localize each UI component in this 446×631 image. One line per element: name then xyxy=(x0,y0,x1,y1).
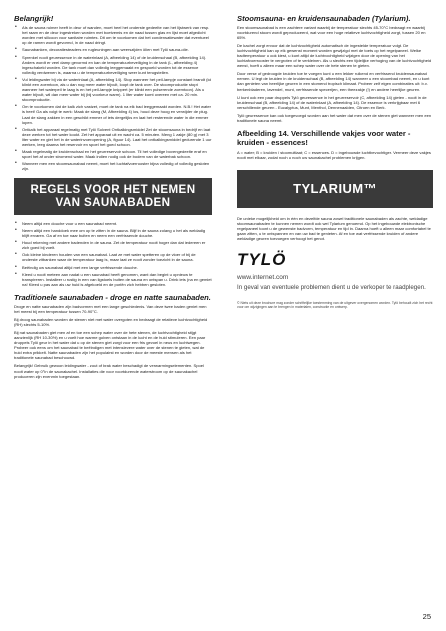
list-item: • Sprenkel nooit geuressence in de waterinlaat (A, afbeelding 14) of de kruidenschaal (B, afbeelding 14). Anders wordt er veel damp gevormd en kan de temperatuurbeveiliging in de tank (L, afbeelding 4) ingeschakeld worden. De tank moet dan volledig leeggemaakt en gespoeld worden tot de essence volledig verdwenen is, waarna u de temperatuurbeveiliging weer kunt terugstellen. xyxy=(22,55,212,75)
rules-banner: REGELS VOOR HET NEMEN VAN SAUNABADEN xyxy=(14,178,212,215)
paragraph: U kunt ook een paar druppels Tylö geuressence in het geurreservoir (C, afbeelding 14) gieten - nooit in de kruidenschaal (B, afbeelding 14) of de waterinlaat (A, afbeelding 14). De essence is verkrijgbaar met 6 verschillende geuren - Eucalyptus, Munt, Menthol, Dennenaalden, Citroen en Berk. xyxy=(237,94,427,110)
list-item: • Om te voorkomen dat de kalk zich vastzet, moet de tank na elk bad leeggemaakt worden. N.B.! Het water is heet! Ga als volgt te werk: Maak de slang (M, Afbeelding 4) los, houd deze hoog en verwijder de plug. Laat de slang zakken in een geschikt emmer of iets dergelijks en laat het resterende water in die emmer lopen. xyxy=(22,104,212,124)
list-item: • Wanneer men een stoomsaunabad neemt, moet het luchtafvoerrooster bijna volledig of volledig gesloten zijn. xyxy=(22,161,212,171)
list-item: • Neem altijd een handdoek mee om op te zitten in de sauna. Blijf in de sauna zolang u het als weldadig blijft ervaren. Ga af en toe naar buiten en neem een verfrissende douche. xyxy=(22,228,212,238)
paragraph: Tylö geuressence kan ook toegevoegd worden aan het water dat men over de stenen giet wanneer men een traditionele sauna neemt. xyxy=(237,112,432,123)
list-item: • Kleed u nooit meteen aan nadat u een saunabad heeft genomen, want dan begint u opnieuw te transpireren. Installeer u rustig in een van ligstoels buiten de sauna en ontspan u. Drink iets (na en gemiet na! Kleed u pas aan als uw huid is afgekoeld en de poriën zich hebben gesloten. xyxy=(22,272,212,287)
list-item: • Beëindig uw saunabad altijd met een lange verfrissende douche. xyxy=(22,265,212,270)
paragraph: De kachel zorgt ervoor dat de luchtvochtigheid automatisch de ingestelde temperatuur volgt. De luchtvochtigheid kan op elk gewenst moment worden gewijzigd met de toets op het regelpaneel. Welke badtemperatuur u ook kiest, u kunt altijd de luchtvochtigheid wijzigen door de opening van het luchtafvoerrooster te vergroten of te verkleinen. Als u slechts een tijdelijke verhoging van de luchtvochtigheid wenst, hoeft u alleen maar een schep water over de hete stenen te gieten. xyxy=(237,43,432,69)
traditional-sauna-heading: Traditionele saunabaden - droge en natte saunabaden. xyxy=(14,292,211,302)
figure-heading: Afbeelding 14. Verschillende vakjes voor water - kruiden - essences! xyxy=(237,128,411,147)
copyright-notice: © Niets uit deze brochure mag zonder schriftelijke toestemming van de uitgever overgenomen worden. Tylö behoudt zich het recht voor om wijzigingen aan te brengen in materialen, constructie en ontwerp. xyxy=(237,301,433,310)
paragraph: Bij nat saunabaden giet men af en toe een schep water over de hete stenen, de luchtvochtigheid stijgt aanzienlijk (RH 10-30%) en u voelt hoe warme golven ontstaan in de lucht en de huid stimuleren. Een paar druppels Tylö geur in het water dat u op de stenen giet zorgt voor een fris gevoel in neus en luchtwegen. Probeer ook eens om het saunabad te beëindigen met intensievere water over de stenen te gieten, wat de huid extra prikkelt. Natte saunabaden zijn het populairst en worden door de meeste mensen als het traditionele saunabad beschouwd. xyxy=(14,330,206,361)
paragraph: Door verse of gedroogde kruiden toe te voegen kunt u een lekker ruikend en verfrissend kruidensaunabad nemen. U legt de kruiden in de kruidenschaal (B, afbeelding 14) wanneer u een stoombad neemt, en u kunt dan genieten van heerlijke geuren in een stomend tropisch klimaat. Probeer zelf eigen combinaties uit: b.v. berkenbladeren, lavendel, munt, verfrissende specerijen, een theezakje (!) en andere heerlijke geuren. xyxy=(237,71,430,92)
list-item: • Als de sauna ruimer heeft in deur of wanden, moet heel het onderste gedeelte van het lijstwerk van resp. het raam en de deur ingestreken worden met boetvemis en de naad tussen glas en lijst moet afgedicht worden met silicoon voor sanitaire ruimtes. Dit om te voorkomen dat het condensatiewater dat eventueel op de ramen wordt gevormd, in de naad dringt. xyxy=(22,25,212,45)
dealer-notice: In geval van eventuele problemen dient u de verkoper te raadplegen. xyxy=(237,283,426,291)
important-heading: Belangrijk! xyxy=(14,14,54,23)
tylarium-description: De unieke mogelijkheid om in één en dezelfde sauna zowel traditionele saunabaden als zachte, weldadige stoomsaunabaden te kunnen nemen wordt ook wel Tylarium genoemd. Op het ingebouwde elektronische regelpaneel toont u de gewenste badvorm, temperatuur en tijd in. Daarna hoeft u alleen maar comfortabel te gaan zitten, u te ontspannen en van uw bad te genieten. Af en toe wat verfrissende kruiden of andere weldadige geuren toevoegen verhoogt het genot. xyxy=(237,216,431,242)
steam-sauna-heading: Stoomsauna- en kruidensaunabaden (Tylarium). xyxy=(237,14,411,23)
tylarium-banner: TYLARIUM™ xyxy=(237,170,433,208)
paragraph: Droge en natte saunabaden zijn badvormen met een lange geschiedenis. Van deze twee baden geniet men het meest bij een temperatuur tussen 70-90°C. xyxy=(14,303,207,315)
left-column xyxy=(14,14,212,382)
list-item: • Ook kleine kinderen houden van een saunabad. Laat ze met water spetteren op de vloer of bij de onderste zitbanken waar de temperatuur laag is, maar laat ze nooit zonder toezicht in de sauna. xyxy=(22,252,212,262)
paragraph: Bij droog saunabaden worden de stenen niet met water overgoten en bedraagt de relatieve luchtvochtigheid (RH) slechts 5-10%. xyxy=(14,317,208,328)
list-item: • Vul leidingwater bij via de waterinlaat (A, afbeelding 14). Stop wanneer het peil-lampje constant brandt (ici klinkt een zoemtoon, als u dan nog meer water bijvult, loopt de tank over. De stoomproductie stopt wanneer het waterpeil te laag is en het peil-lampje knippert (er klinkt een pulserende zoemtoon). Als u water bijvult, wil dan meer water bij (bij voorkeur warm). 1 liter water komt overeen met ca. 20 min. stoomproductie. xyxy=(22,77,212,102)
paragraph: Belangrijk! Gebruik gewoon leidingwater - zout of brak water beschadigt de verwarmingselementen. Spoel nooit water op 0°in de saunakachel. Installaties die voor voortdurende waterstroom op de saunakachel produceren zijn evenmin toegestaan. xyxy=(14,363,204,379)
website-url[interactable]: www.internet.com xyxy=(237,273,289,281)
list-item: • Neem altijd een douche voor u een saunabad neemt. xyxy=(22,221,212,226)
rules-list xyxy=(14,221,212,287)
important-list xyxy=(14,25,212,172)
right-column xyxy=(237,14,433,310)
tylo-logo: TYLÖ xyxy=(237,249,287,269)
figure-caption: A = water; B = kruiden / stoomuitlaat; C = essences. D = ingebouwde luchtbevochtiger. Vermeer deze vakjes nooit met elkaar, zodat noch u noch uw saunakachel problemen krijgen. xyxy=(237,150,431,161)
list-item: • Maak regelmatig de kruidenschaal en het geurreservoir schoon. Til het volledige bovengedeelte eraf en spoel het af onder stromend water. Maak indien nodig ook de bodem van de waterbak schoon. xyxy=(22,149,212,159)
page-number: 25 xyxy=(422,612,431,621)
paragraph: Een stoomsaunabad is een zachtere variant waarbij de temperatuur slechts 45-70°C bedraagt en waarbij voortdurend stoom wordt geproduceerd, wat voor een hoge relatieve luchtvochtigheid zorgt, tussen 20 en 65%. xyxy=(237,25,426,41)
list-item: • Ontkalk het apparaat regelmatig met Tylö Solvent Ontkalkingsmiddel Zet de stoomsauna in bedrijf en laat deze werken tot het water kookt. Zet het apparaat uit en wacht ca. 5 minuten. Meng 1 zakje (80 g) met 3 liter water en giet het in de waterinvoeropening (A, figuur 14). Laat het ontkalkingsmiddel gedurende 1 uur werken, leeg daarna het reservoir en spoel het goed schoon. xyxy=(22,127,212,147)
list-item: • Houd rekening met andere badenden in de sauna. Zet de temperatuur nooit hoger dan dat iedereen er zich goed bij voelt. xyxy=(22,240,212,250)
list-item: • Saunabanken, decoratiesteaders en rugleuningen aan weerszijden ölien met Tylö sauna-olie. xyxy=(22,47,212,52)
